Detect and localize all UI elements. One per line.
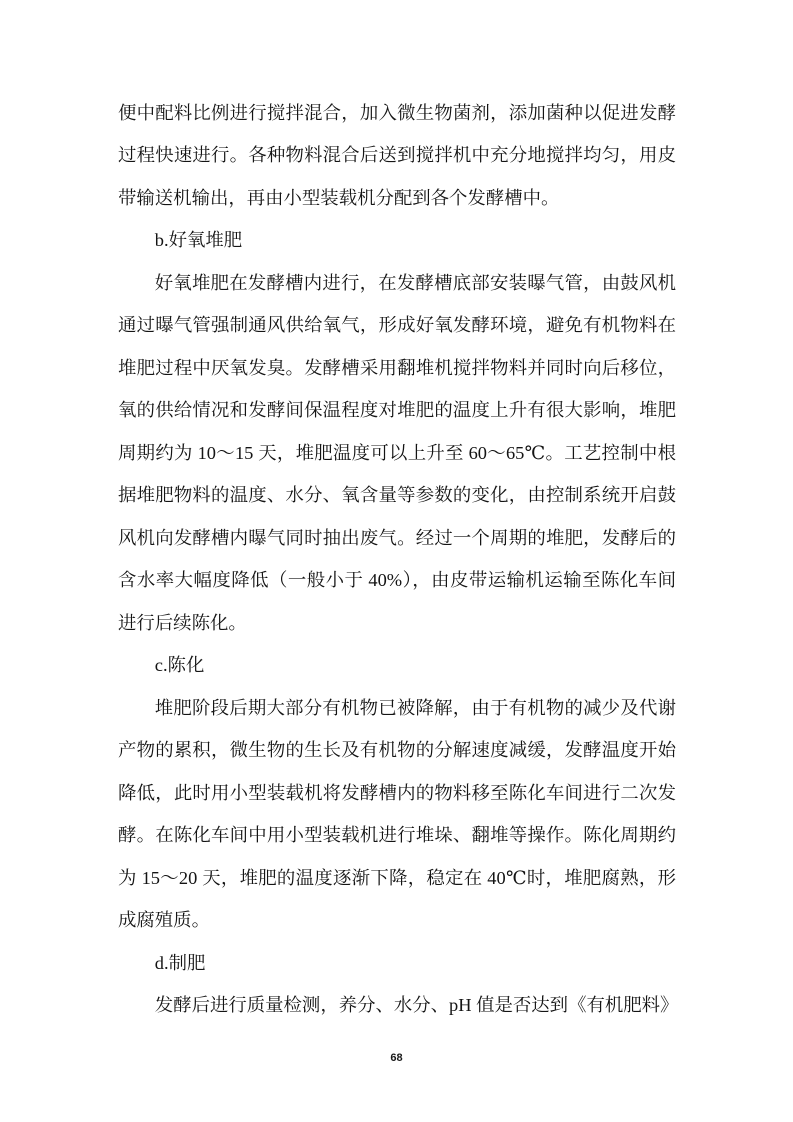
- body-text-line: 进行后续陈化。: [118, 612, 247, 633]
- body-text-line: 为 15～20 天，堆肥的温度逐渐下降，稳定在 40℃时，堆肥腐熟，形: [118, 867, 676, 888]
- body-text-line: 据堆肥物料的温度、水分、氧含量等参数的变化，由控制系统开启鼓: [118, 485, 676, 506]
- body-text-line: 带输送机输出，再由小型装载机分配到各个发酵槽中。: [118, 187, 560, 208]
- body-text-line: 过程快速进行。各种物料混合后送到搅拌机中充分地搅拌均匀，用皮: [118, 145, 676, 166]
- body-text-line: 发酵后进行质量检测，养分、水分、pH 值是否达到《有机肥料》: [154, 995, 679, 1016]
- body-text-line: 便中配料比例进行搅拌混合，加入微生物菌剂，添加菌种以促进发酵: [118, 102, 676, 123]
- body-text-line: 氧的供给情况和发酵间保温程度对堆肥的温度上升有很大影响，堆肥: [118, 400, 676, 421]
- body-text-line: 酵。在陈化车间中用小型装载机进行堆垛、翻堆等操作。陈化周期约: [118, 825, 676, 846]
- body-text-line: 周期约为 10～15 天，堆肥温度可以上升至 60～65℃。工艺控制中根: [118, 442, 676, 463]
- body-text: [118, 92, 679, 1027]
- body-text-line: 堆肥过程中厌氧发臭。发酵槽采用翻堆机搅拌物料并同时向后移位，: [118, 357, 676, 378]
- body-text-line: 产物的累积，微生物的生长及有机物的分解速度减缓，发酵温度开始: [118, 740, 676, 761]
- section-heading: b.好氧堆肥: [154, 230, 243, 251]
- body-text-line: 含水率大幅度降低（一般小于 40%），由皮带运输机运输至陈化车间: [118, 570, 676, 591]
- body-text-line: 好氧堆肥在发酵槽内进行，在发酵槽底部安装曝气管，由鼓风机: [154, 272, 676, 293]
- body-text-line: 降低，此时用小型装载机将发酵槽内的物料移至陈化车间进行二次发: [118, 782, 676, 803]
- body-text-line: 风机向发酵槽内曝气同时抽出废气。经过一个周期的堆肥，发酵后的: [118, 527, 676, 548]
- section-heading: d.制肥: [154, 952, 206, 973]
- page-number: 68: [390, 1052, 403, 1064]
- body-text-line: 成腐殖质。: [118, 910, 210, 931]
- body-text-line: 通过曝气管强制通风供给氧气，形成好氧发酵环境，避免有机物料在: [118, 315, 676, 336]
- body-text-line: 堆肥阶段后期大部分有机物已被降解，由于有机物的减少及代谢: [154, 697, 676, 718]
- section-heading: c.陈化: [154, 655, 205, 676]
